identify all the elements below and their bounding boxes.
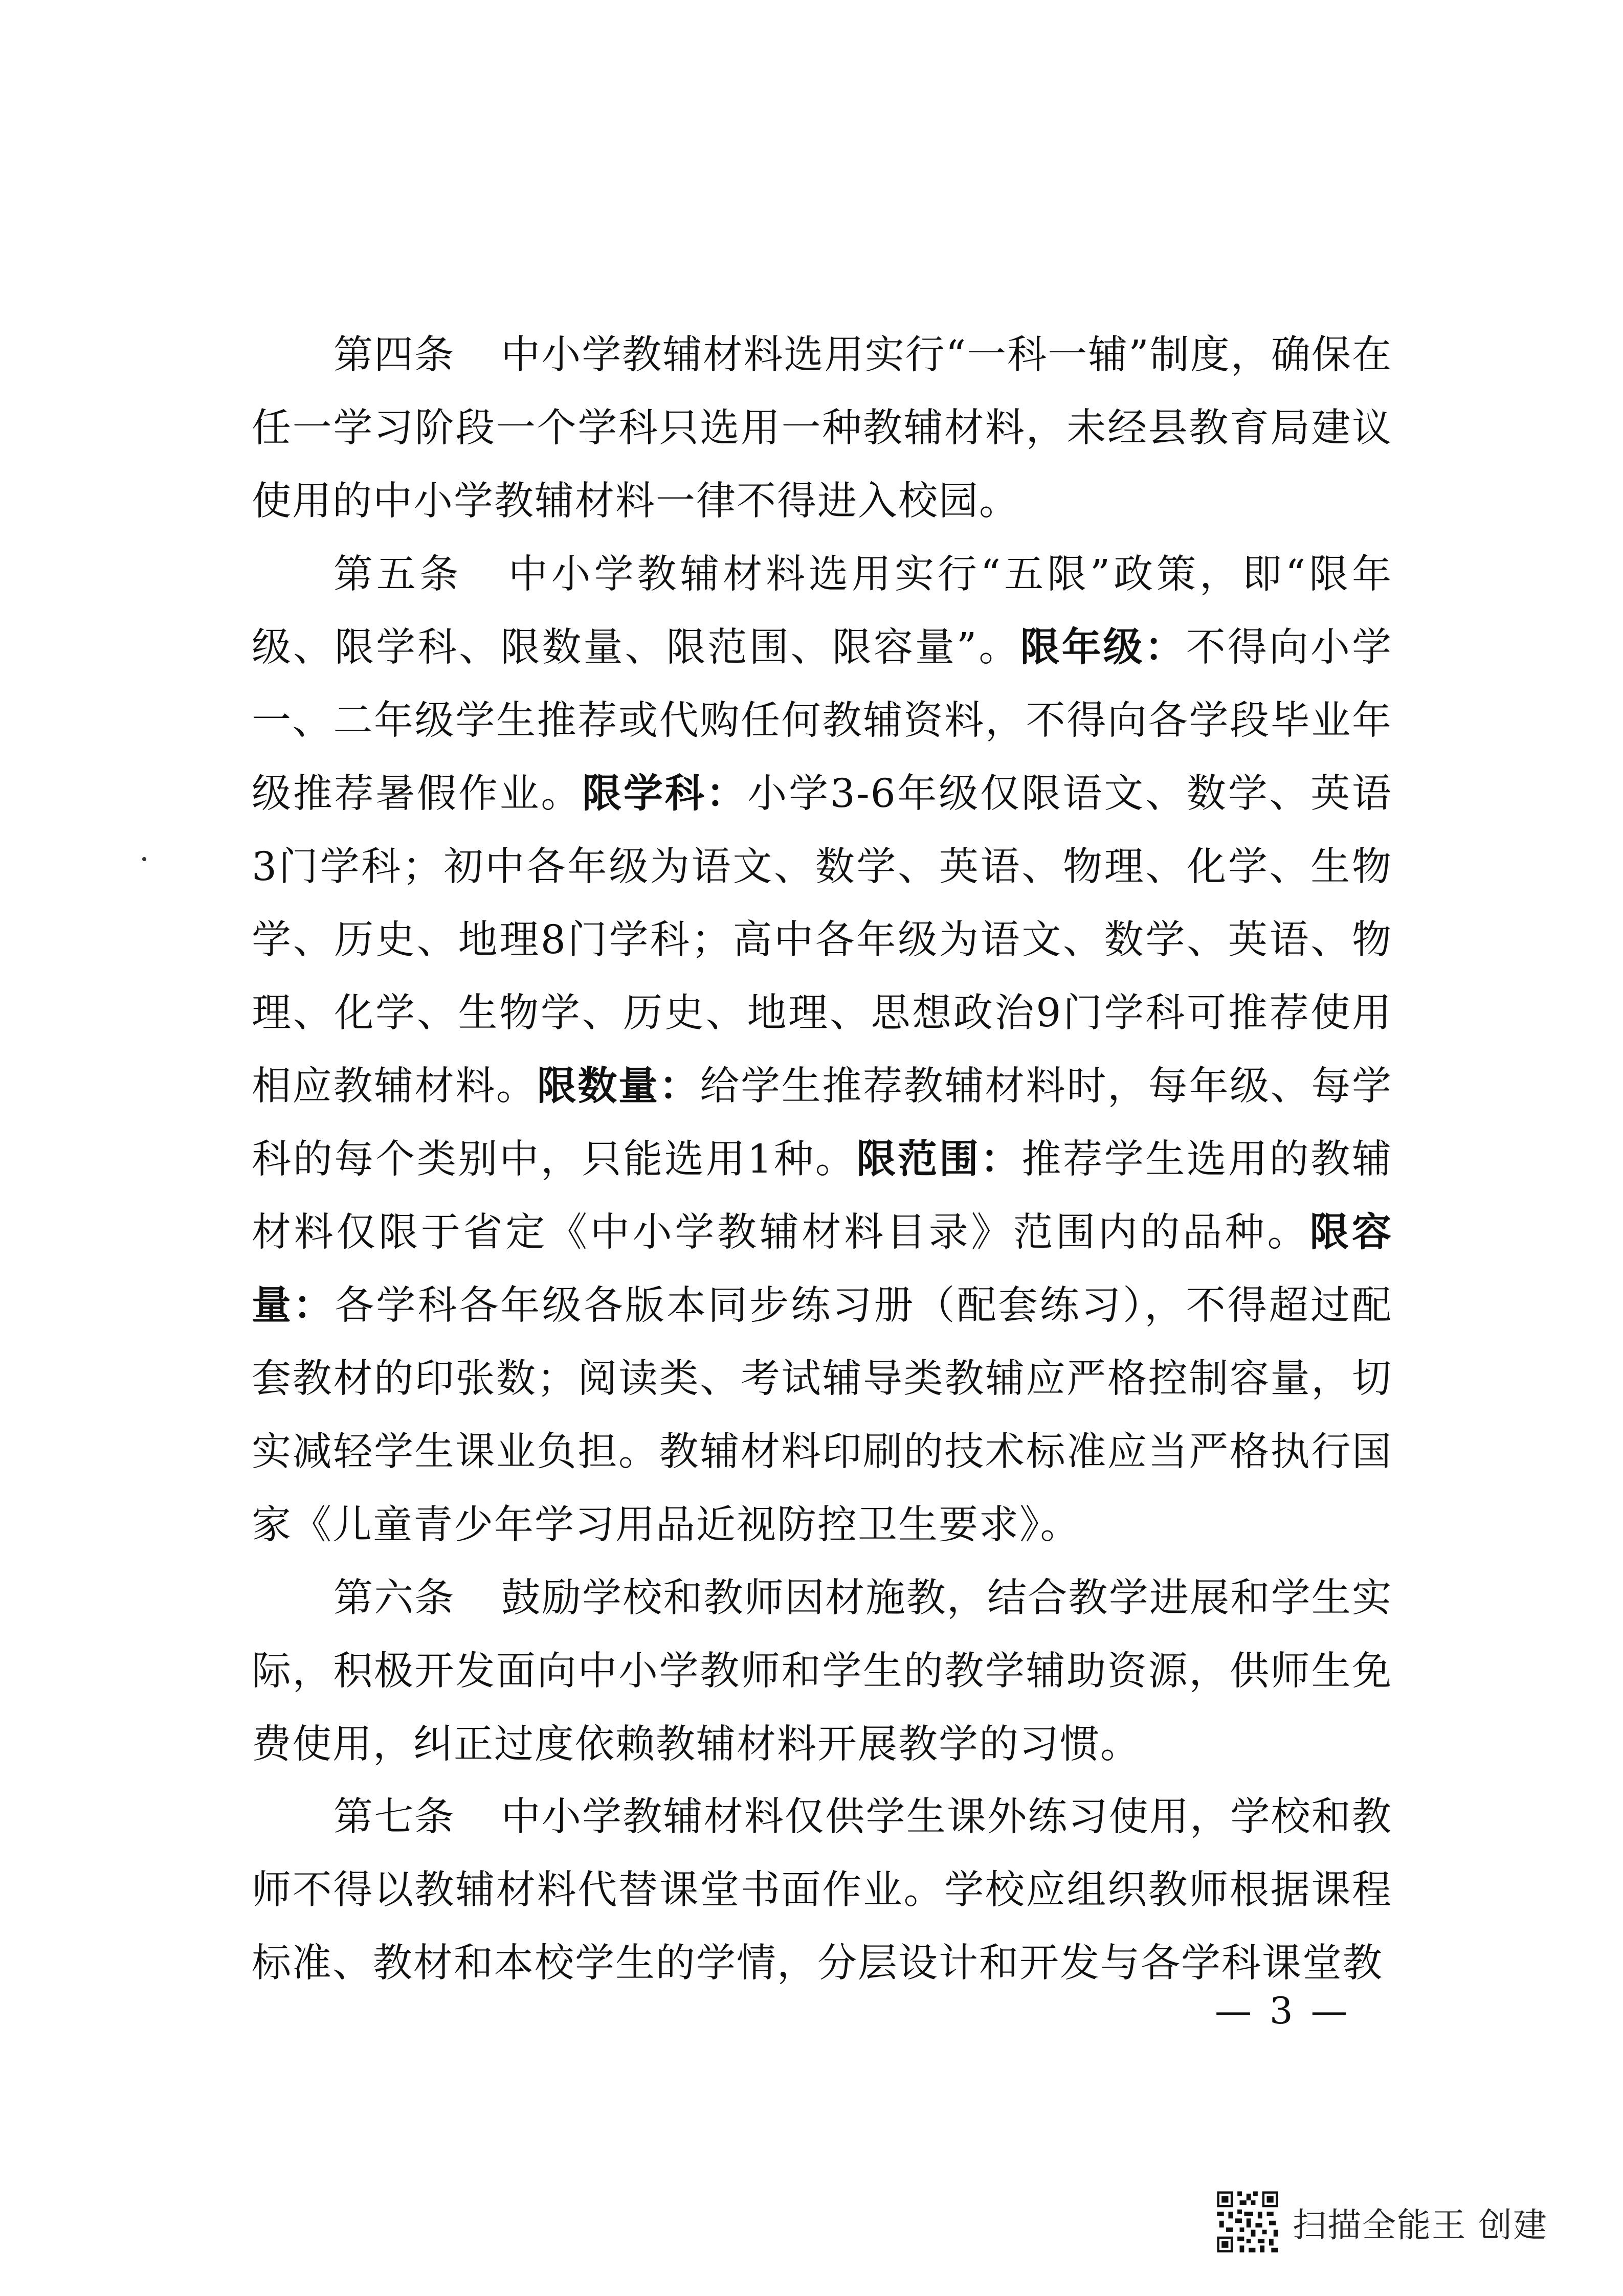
scan-speck xyxy=(142,857,146,861)
article-text: 鼓励学校和教师因材施教，结合教学进展和学生实际，积极开发面向中小学教师和学生的教学辅助资源，供师生免费使用，纠正过度依赖教辅材料开展教学的习惯。 xyxy=(252,1575,1392,1767)
article-4 xyxy=(252,319,1392,538)
article-text: 中小学教辅材料选用实行“五限”政策，即“限年级、限学科、限数量、限范围、限容量”。 xyxy=(252,552,1393,670)
restriction-label: 限年级： xyxy=(1020,624,1186,670)
restriction-label: 限数量： xyxy=(537,1063,700,1109)
article-6 xyxy=(252,1562,1392,1781)
scanner-watermark xyxy=(1215,2189,1548,2255)
article-text: 不得向小学一、二年级学生推荐或代购任何教辅资料，不得向各学段毕业年级推荐暑假作业。 xyxy=(252,625,1393,817)
restriction-label: 限学科： xyxy=(582,771,748,817)
article-text: 推荐学生选用的教辅材料仅限于省定《中小学教辅材料目录》范围内的品种。 xyxy=(252,1137,1393,1255)
article-text: 小学3-6年级仅限语文、数学、英语3门学科；初中各年级为语文、数学、英语、物理、化学、生物学、历史、地理8门学科；高中各年级为语文、数学、英语、物理、化学、生物学、历史、地理、思想政治9门学科可推荐使用相应教辅材料。 xyxy=(252,771,1392,1109)
restriction-label: 限容量： xyxy=(252,1209,1393,1329)
article-heading: 第四条 xyxy=(334,332,455,378)
article-heading: 第七条 xyxy=(334,1794,455,1840)
qr-code-icon xyxy=(1215,2189,1280,2255)
article-heading: 第六条 xyxy=(334,1575,455,1621)
article-text: 中小学教辅材料选用实行“一科一辅”制度，确保在任一学习阶段一个学科只选用一种教辅材料，未经县教育局建议使用的中小学教辅材料一律不得进入校园。 xyxy=(252,332,1392,524)
restriction-label: 限范围： xyxy=(856,1136,1022,1182)
article-5 xyxy=(252,538,1392,1562)
watermark-text: 扫描全能王 创建 xyxy=(1293,2205,1548,2245)
article-text: 各学科各年级各版本同步练习册（配套练习），不得超过配套教材的印张数；阅读类、考试辅导类教辅应严格控制容量，切实减轻学生课业负担。教辅材料印刷的技术标准应当严格执行国家《儿童青少年学习用品近视防控卫生要求》。 xyxy=(252,1283,1392,1548)
article-heading: 第五条 xyxy=(334,552,462,597)
article-7 xyxy=(252,1781,1392,2000)
article-text: 中小学教辅材料仅供学生课外练习使用，学校和教师不得以教辅材料代替课堂书面作业。学校应组织教师根据课程标准、教材和本校学生的学情，分层设计和开发与各学科课堂教 xyxy=(252,1794,1392,1986)
article-text: 给学生推荐教辅材料时，每年级、每学科的每个类别中，只能选用1种。 xyxy=(252,1064,1393,1182)
page-number: — 3 — xyxy=(1215,1989,1351,2032)
